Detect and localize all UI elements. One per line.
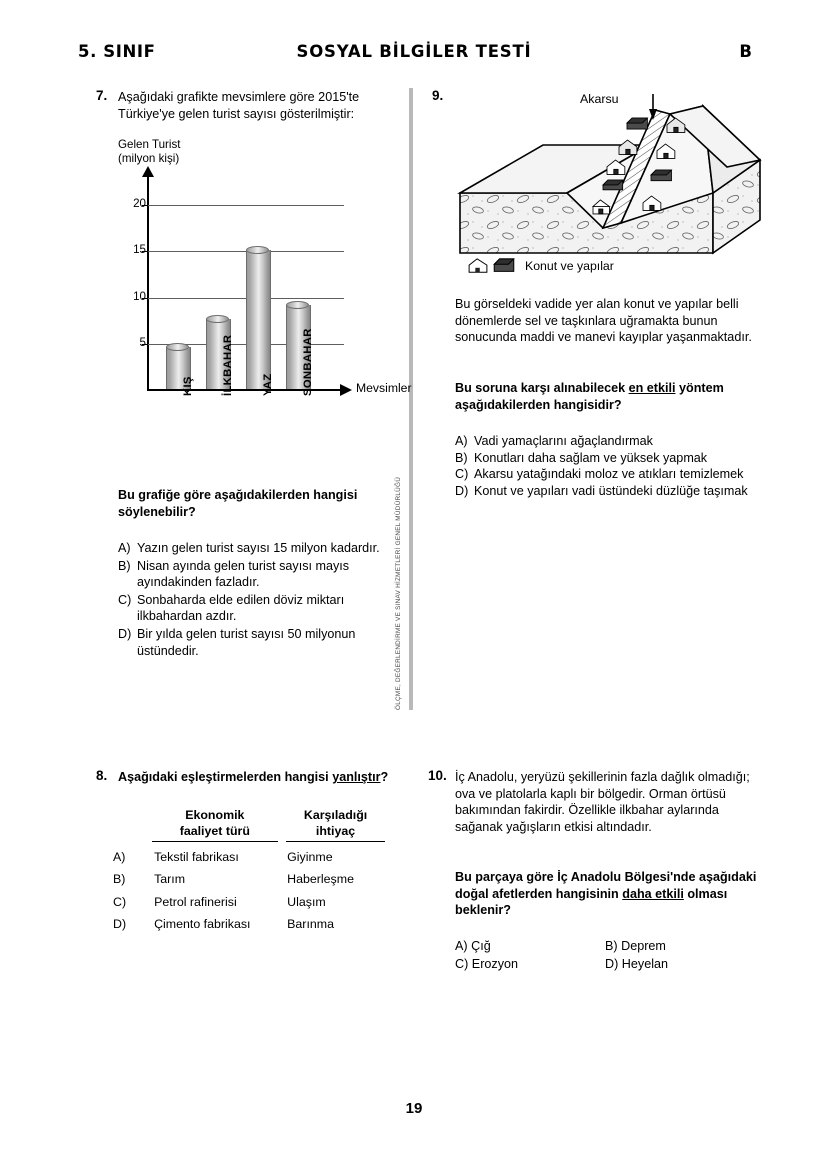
row-label: C) [113, 894, 127, 909]
question-9-number: 9. [432, 88, 444, 103]
agency-vertical-text: ÖLÇME, DEĞERLENDİRME VE SINAV HİZMETLERİ GENEL MÜDÜRLÜĞÜ [395, 476, 402, 710]
q7-option-a-label: A) [118, 541, 131, 555]
question-10-number: 10. [428, 768, 447, 783]
question-9-stem: Bu görseldeki vadide yer alan konut ve yapılar belli dönemlerde sel ve taşkınlara uğramakta bunun sonucunda maddi ve manevi kayıplar yaşanmaktadır. [455, 297, 752, 345]
house-light-icon [468, 258, 488, 274]
q7-option-b[interactable] [118, 558, 390, 591]
question-8-table [110, 808, 385, 932]
table-header-blank [110, 808, 152, 842]
chart-y-axis-title-line1: Gelen Turist [118, 138, 181, 151]
q10-option-row-2 [455, 956, 755, 974]
q7-option-d-text: Bir yılda gelen turist sayısı 50 milyonun üstündedir. [137, 626, 356, 658]
question-8-stem [118, 769, 398, 786]
page-header [0, 42, 828, 68]
table-header-need-line1: Karşıladığı [303, 808, 368, 822]
table-header-row [110, 808, 385, 842]
column-divider [409, 88, 413, 710]
question-7-options [118, 540, 390, 659]
q7-option-a-text: Yazın gelen turist sayısı 15 milyon kadardır. [137, 541, 380, 555]
q7-option-c-text: Sonbaharda elde edilen döviz miktarı ilkbahardan azdır. [137, 592, 345, 624]
q8-stem-underline: yanlıştır [332, 770, 381, 784]
bar-cap [246, 246, 269, 254]
q10-option-a-text: Çığ [471, 939, 491, 953]
q10-prompt-underline: daha etkili [622, 886, 684, 901]
q9-option-c-text: Akarsu yatağındaki moloz ve atıkları temizlemek [474, 467, 744, 482]
q7-option-c-label: C) [118, 592, 132, 607]
chart-y-axis-title [118, 138, 181, 166]
q10-prompt-pre: Bu parçaya göre İç Anadolu Bölgesi'nde aşağıdaki doğal afetlerden hangisinin [455, 870, 757, 901]
question-7-number: 7. [96, 88, 108, 103]
q9-option-d-label: D) [455, 483, 469, 498]
bar-cap [286, 301, 309, 309]
x-axis-arrow-icon [340, 384, 352, 396]
diagram-legend [468, 258, 614, 274]
q7-option-c[interactable] [118, 592, 390, 625]
q7-option-d[interactable] [118, 626, 390, 659]
chart-y-axis [147, 176, 149, 390]
question-10-prompt [455, 869, 757, 919]
q9-option-b-text: Konutları daha sağlam ve yüksek yapmak [474, 450, 708, 465]
river-label: Akarsu [580, 92, 619, 106]
q10-option-d[interactable] [605, 956, 755, 974]
q7-option-a[interactable] [118, 540, 390, 557]
q9-option-d[interactable] [455, 483, 757, 500]
bar-cap [166, 343, 189, 351]
tourist-bar-chart [118, 138, 412, 423]
row-label: D) [113, 917, 127, 931]
chart-x-axis-title: Mevsimler [356, 381, 412, 395]
table-row[interactable] [110, 849, 385, 865]
x-label-ilkbahar: İLKBAHAR [222, 334, 234, 396]
table-header-activity-line2: faaliyet türü [179, 823, 250, 838]
question-9-options [455, 433, 757, 499]
table-header-activity [152, 808, 279, 842]
question-7-prompt: Bu grafiğe göre aşağıdakilerden hangisi söylenebilir? [118, 488, 358, 519]
q8-stem-post: ? [380, 770, 389, 784]
table-row[interactable] [110, 916, 385, 932]
q9-option-a[interactable] [455, 433, 757, 450]
question-7-stem: Aşağıdaki grafikte mevsimlere göre 2015'te Türkiye'ye gelen turist sayısı gösterilmiştir: [118, 90, 360, 121]
table-row[interactable] [110, 871, 385, 887]
q10-option-c-text: Erozyon [471, 956, 518, 971]
chart-y-axis-title-line2: (milyon kişi) [118, 152, 180, 165]
q8-stem-pre: Aşağıdaki eşleştirmelerden hangisi [118, 770, 333, 784]
q10-option-a-label: A) [455, 939, 468, 953]
bar-yaz [246, 250, 271, 389]
q10-option-b[interactable] [605, 938, 755, 956]
row-activity: Tekstil fabrikası [154, 849, 239, 864]
q10-option-b-text: Deprem [621, 939, 666, 953]
q10-option-a[interactable] [455, 938, 605, 956]
q9-prompt-post: yöntem aşağıdakilerden hangisidir? [455, 381, 724, 412]
house-dark-icon [493, 258, 515, 274]
y-tick-label-15: 15 [133, 243, 146, 256]
table-header-need [286, 808, 385, 842]
table-header-activity-line1: Ekonomik [185, 808, 245, 822]
row-need: Barınma [287, 917, 334, 931]
question-9-prompt [455, 380, 757, 413]
q9-prompt-pre: Bu soruna karşı alınabilecek [455, 381, 629, 395]
question-8-number: 8. [96, 768, 108, 783]
q7-option-b-label: B) [118, 558, 131, 573]
row-need: Giyinme [287, 849, 333, 864]
grade-label: 5. SINIF [78, 42, 156, 61]
row-label: B) [113, 872, 126, 886]
q9-option-a-text: Vadi yamaçlarını ağaçlandırmak [474, 434, 653, 448]
q10-option-c-label: C) [455, 956, 469, 971]
row-need: Haberleşme [287, 872, 354, 886]
diagram-legend-label: Konut ve yapılar [525, 259, 614, 273]
q10-option-d-text: Heyelan [621, 956, 669, 971]
q10-prompt-post: olması beklenir? [455, 886, 728, 918]
table-header-need-line2: ihtiyaç [315, 823, 356, 838]
gridline-20 [148, 205, 344, 206]
row-activity: Tarım [154, 872, 186, 886]
y-tick-label-20: 20 [133, 197, 146, 210]
q9-option-d-text: Konut ve yapıları vadi üstündeki düzlüğe taşımak [474, 483, 748, 498]
q10-option-b-label: B) [605, 939, 618, 953]
q9-option-b[interactable] [455, 450, 757, 467]
q10-option-row-1 [455, 938, 755, 956]
q9-option-b-label: B) [455, 450, 468, 465]
q9-option-c[interactable] [455, 466, 757, 483]
row-activity: Çimento fabrikası [154, 917, 251, 931]
bar-cap [206, 315, 229, 323]
x-label-kis: KIŞ [182, 376, 194, 396]
q9-option-a-label: A) [455, 434, 468, 448]
x-label-sonbahar: SONBAHAR [302, 328, 314, 396]
y-tick-label-10: 10 [133, 290, 146, 303]
test-title: SOSYAL BİLGİLER TESTİ [296, 42, 532, 61]
table-row[interactable] [110, 894, 385, 910]
question-10-options [455, 938, 755, 973]
row-activity: Petrol rafinerisi [154, 894, 237, 909]
q10-option-c[interactable] [455, 956, 605, 974]
row-need: Ulaşım [287, 894, 326, 909]
q9-prompt-underline: en etkili [628, 381, 676, 395]
q7-option-b-text: Nisan ayında gelen turist sayısı mayıs ayındakinden fazladır. [137, 558, 350, 590]
booklet-letter: B [739, 42, 752, 61]
row-label: A) [113, 849, 126, 864]
y-tick-label-5: 5 [139, 336, 146, 349]
question-10-stem: İç Anadolu, yeryüzü şekillerinin fazla dağlık olmadığı; ova ve platolarla kaplı bir bölgedir. Orman örtüsü bakımından fakirdir. Özellikle ilkbahar aylarında sağanak yağışların etkisi altındadır. [455, 770, 750, 834]
q9-option-c-label: C) [455, 467, 469, 482]
q10-option-d-label: D) [605, 956, 619, 971]
q7-option-d-label: D) [118, 626, 132, 641]
x-label-yaz: YAZ [262, 373, 274, 396]
page-number: 19 [405, 1100, 423, 1117]
